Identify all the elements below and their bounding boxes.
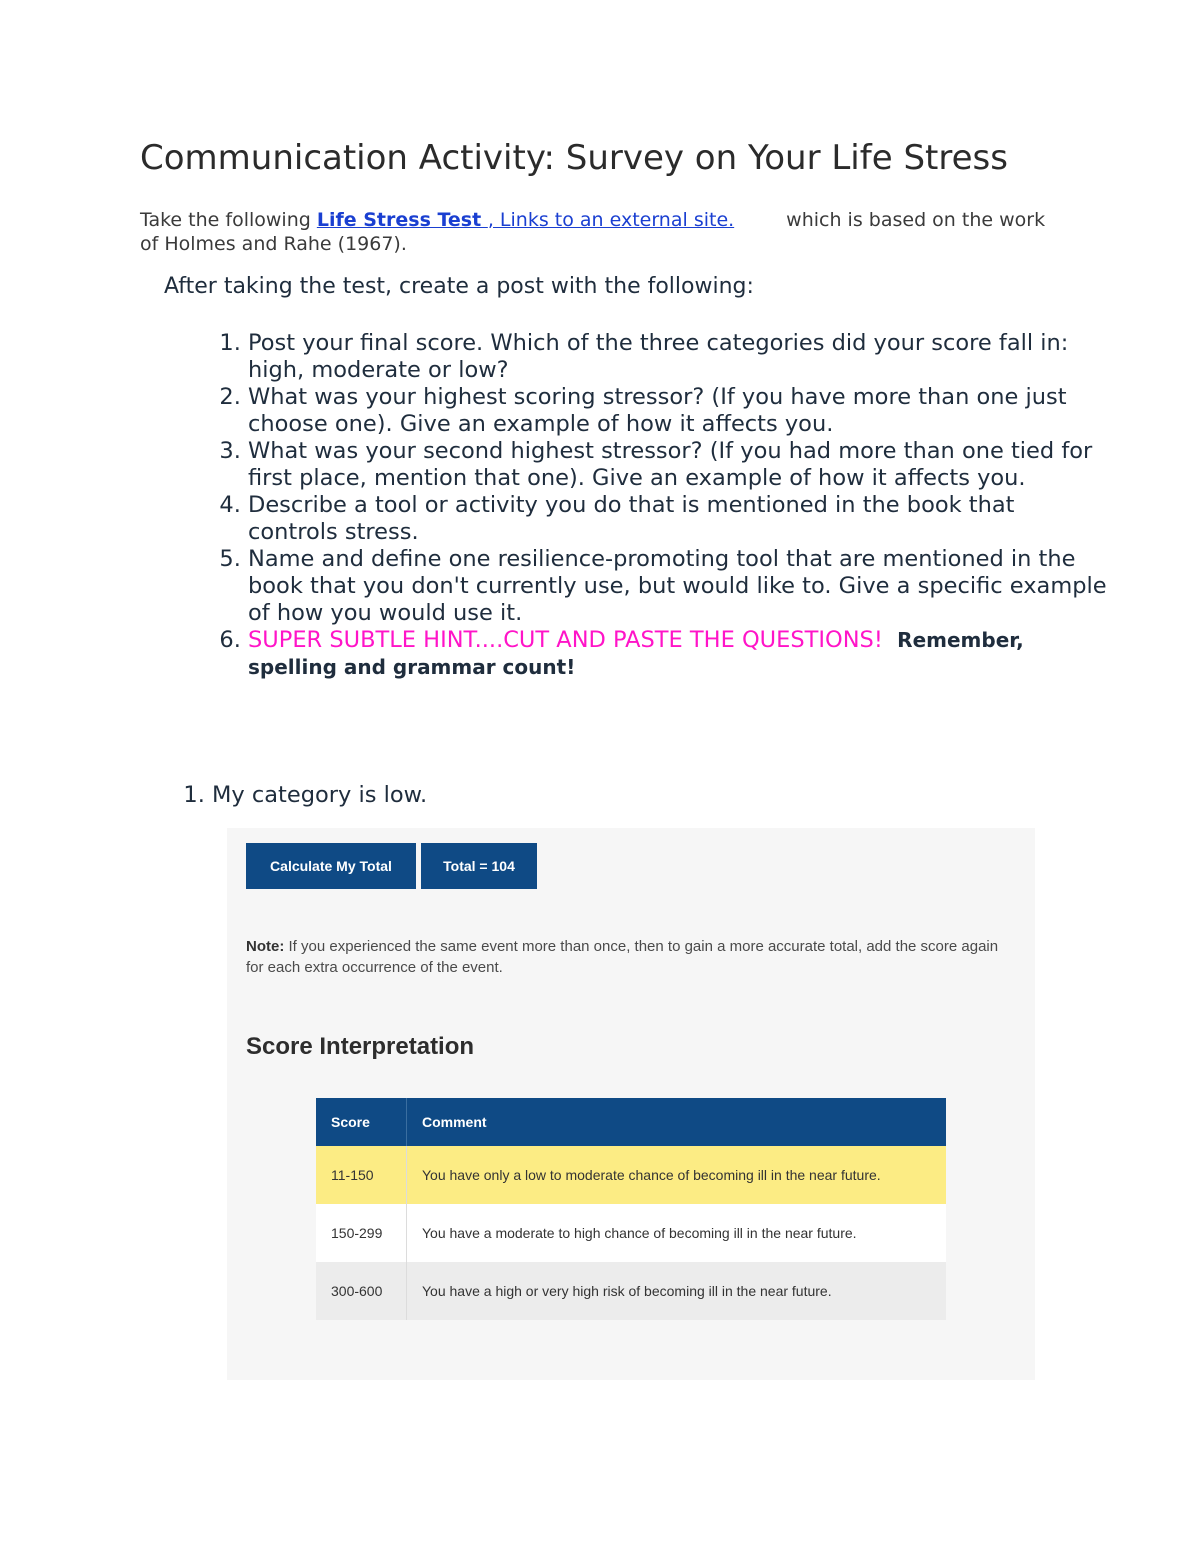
intro-paragraph <box>140 208 1050 256</box>
instructions-heading: After taking the test, create a post with the following: <box>164 274 754 299</box>
document-title: Communication Activity: Survey on Your Life Stress <box>140 138 1008 178</box>
table-header-row <box>316 1098 946 1146</box>
question-item: 1. Post your final score. Which of the three categories did your score fall in: high, moderate or low? <box>248 330 1108 384</box>
answer-item: 1. My category is low. <box>212 782 427 808</box>
link-bold-text: Life Stress Test <box>316 209 488 231</box>
table-row <box>316 1262 946 1320</box>
question-item: 5. Name and define one resilience-promoting tool that are mentioned in the book that you don't currently use, but would like to. Give a specific example of how you would use it. <box>248 546 1108 627</box>
embedded-screenshot <box>227 828 1035 1380</box>
table-row <box>316 1204 946 1262</box>
life-stress-test-link[interactable] <box>317 209 734 231</box>
note-paragraph <box>246 936 1006 978</box>
note-text: If you experienced the same event more than once, then to gain a more accurate total, add the score again for each extra occurrence of the event. <box>246 938 999 976</box>
comment-cell: You have a high or very high risk of becoming ill in the near future. <box>407 1262 947 1320</box>
header-comment: Comment <box>407 1098 947 1146</box>
intro-suffix: which is based on the work of Holmes and Rahe (1967). <box>140 209 1046 255</box>
question-item: 4. Describe a tool or activity you do that is mentioned in the book that controls stress. <box>248 492 1108 546</box>
hint-text: SUPER SUBTLE HINT....CUT AND PASTE THE QUESTIONS! <box>248 627 883 653</box>
score-cell: 150-299 <box>316 1204 407 1262</box>
comment-cell: You have a moderate to high chance of becoming ill in the near future. <box>407 1204 947 1262</box>
question-item-hint <box>248 627 1108 681</box>
question-item: 2. What was your highest scoring stressor? (If you have more than one just choose one). Give an example of how it affects you. <box>248 384 1108 438</box>
header-score: Score <box>316 1098 407 1146</box>
score-table <box>316 1098 946 1320</box>
calculate-total-button[interactable]: Calculate My Total <box>246 843 416 889</box>
score-cell: 11-150 <box>316 1146 407 1204</box>
score-cell: 300-600 <box>316 1262 407 1320</box>
note-label: Note: <box>246 938 285 955</box>
intro-prefix: Take the following <box>140 209 317 231</box>
question-item: 3. What was your second highest stressor? (If you had more than one tied for first place, mention that one). Give an example of how it affects you. <box>248 438 1108 492</box>
remember-text: Remember, spelling and grammar count! <box>248 628 1024 679</box>
total-button[interactable]: Total = 104 <box>421 843 537 889</box>
answers-list <box>172 782 427 808</box>
questions-list <box>208 330 1108 681</box>
table-row <box>316 1146 946 1204</box>
comment-cell: You have only a low to moderate chance of becoming ill in the near future. <box>407 1146 947 1204</box>
link-rest-text: , Links to an external site. <box>487 209 735 231</box>
score-interpretation-heading: Score Interpretation <box>246 1033 475 1060</box>
